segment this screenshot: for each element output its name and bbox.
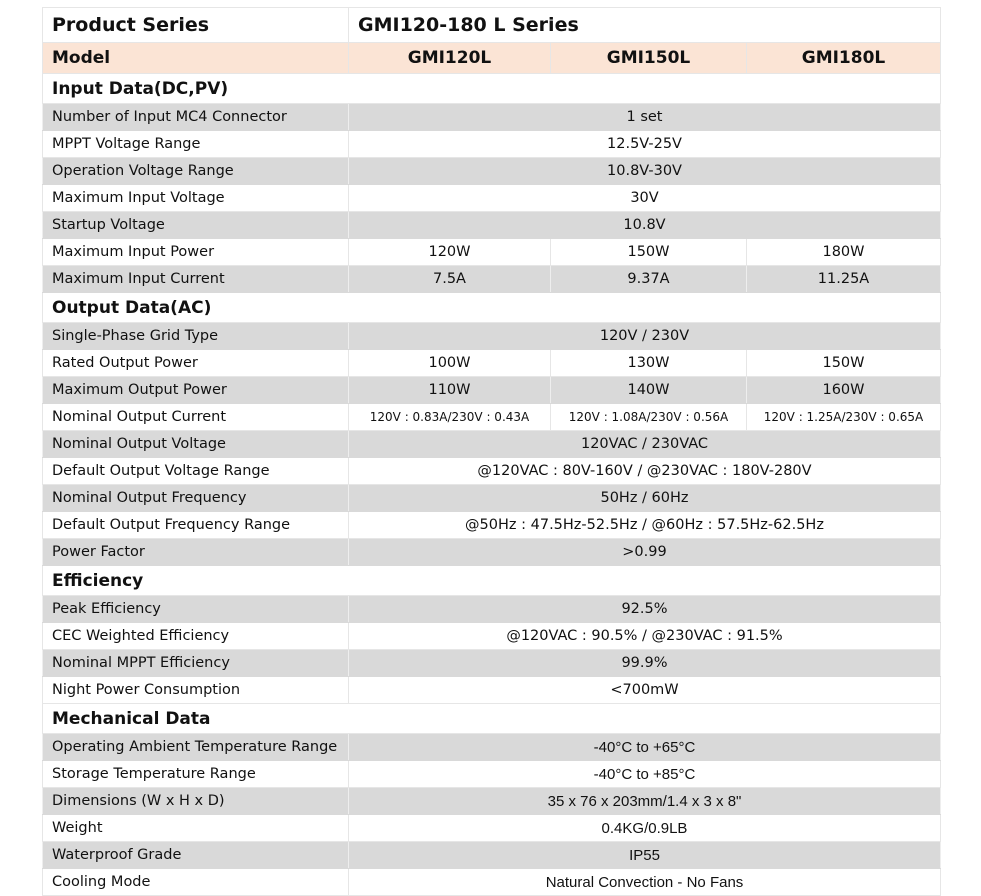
section-title: Mechanical Data: [43, 704, 941, 734]
table-row: [43, 266, 941, 293]
table-row: [43, 104, 941, 131]
row-value: 130W: [551, 350, 747, 377]
row-value: -40°C to +65°C: [349, 734, 941, 761]
row-label: Power Factor: [43, 539, 349, 566]
row-value: 140W: [551, 377, 747, 404]
section-title: Efficiency: [43, 566, 941, 596]
table-row: [43, 239, 941, 266]
row-label: Default Output Frequency Range: [43, 512, 349, 539]
row-label: Maximum Input Current: [43, 266, 349, 293]
table-row: [43, 815, 941, 842]
row-label: MPPT Voltage Range: [43, 131, 349, 158]
table-row: [43, 185, 941, 212]
product-series-row: [43, 8, 941, 43]
model-name: GMI120L: [349, 43, 551, 74]
row-value: @120VAC : 90.5% / @230VAC : 91.5%: [349, 623, 941, 650]
row-value: 92.5%: [349, 596, 941, 623]
row-value: @50Hz : 47.5Hz-52.5Hz / @60Hz : 57.5Hz-62.5Hz: [349, 512, 941, 539]
row-value: 11.25A: [747, 266, 941, 293]
row-value: 120V / 230V: [349, 323, 941, 350]
product-series-value: GMI120-180 L Series: [349, 8, 941, 43]
row-label: Storage Temperature Range: [43, 761, 349, 788]
row-value: 150W: [747, 350, 941, 377]
table-row: [43, 677, 941, 704]
row-value: 150W: [551, 239, 747, 266]
row-label: Rated Output Power: [43, 350, 349, 377]
row-value: 50Hz / 60Hz: [349, 485, 941, 512]
row-value: 30V: [349, 185, 941, 212]
table-row: [43, 458, 941, 485]
section-header: [43, 74, 941, 104]
row-label: Nominal Output Frequency: [43, 485, 349, 512]
row-value: 120V : 1.08A/230V : 0.56A: [551, 404, 747, 431]
row-label: Maximum Input Voltage: [43, 185, 349, 212]
section-header: [43, 704, 941, 734]
table-row: [43, 539, 941, 566]
table-row: [43, 869, 941, 896]
row-label: Single-Phase Grid Type: [43, 323, 349, 350]
table-row: [43, 842, 941, 869]
row-value: 35 x 76 x 203mm/1.4 x 3 x 8": [349, 788, 941, 815]
section-title: Input Data(DC,PV): [43, 74, 941, 104]
row-value: 7.5A: [349, 266, 551, 293]
table-row: [43, 623, 941, 650]
row-value: 10.8V: [349, 212, 941, 239]
table-row: [43, 158, 941, 185]
row-value: @120VAC : 80V-160V / @230VAC : 180V-280V: [349, 458, 941, 485]
row-value: 100W: [349, 350, 551, 377]
table-row: [43, 323, 941, 350]
row-value: 120W: [349, 239, 551, 266]
row-value: >0.99: [349, 539, 941, 566]
row-label: Maximum Input Power: [43, 239, 349, 266]
row-label: Peak Efficiency: [43, 596, 349, 623]
model-name: GMI150L: [551, 43, 747, 74]
table-row: [43, 734, 941, 761]
model-row: [43, 43, 941, 74]
table-row: [43, 485, 941, 512]
row-value: 120V : 0.83A/230V : 0.43A: [349, 404, 551, 431]
row-label: CEC Weighted Efficiency: [43, 623, 349, 650]
row-label: Nominal Output Voltage: [43, 431, 349, 458]
row-label: Weight: [43, 815, 349, 842]
row-label: Nominal Output Current: [43, 404, 349, 431]
table-row: [43, 404, 941, 431]
spec-table: [42, 7, 941, 896]
row-value: Natural Convection - No Fans: [349, 869, 941, 896]
row-value: -40°C to +85°C: [349, 761, 941, 788]
row-value: 0.4KG/0.9LB: [349, 815, 941, 842]
model-name: GMI180L: [747, 43, 941, 74]
row-label: Maximum Output Power: [43, 377, 349, 404]
table-row: [43, 377, 941, 404]
row-label: Operating Ambient Temperature Range: [43, 734, 349, 761]
row-label: Night Power Consumption: [43, 677, 349, 704]
model-label: Model: [43, 43, 349, 74]
table-row: [43, 788, 941, 815]
row-value: 99.9%: [349, 650, 941, 677]
section-title: Output Data(AC): [43, 293, 941, 323]
row-value: 180W: [747, 239, 941, 266]
row-value: 120V : 1.25A/230V : 0.65A: [747, 404, 941, 431]
row-value: 9.37A: [551, 266, 747, 293]
row-value: 110W: [349, 377, 551, 404]
row-label: Number of Input MC4 Connector: [43, 104, 349, 131]
row-label: Startup Voltage: [43, 212, 349, 239]
row-value: IP55: [349, 842, 941, 869]
row-value: <700mW: [349, 677, 941, 704]
section-header: [43, 293, 941, 323]
table-row: [43, 650, 941, 677]
table-row: [43, 431, 941, 458]
row-value: 10.8V-30V: [349, 158, 941, 185]
row-label: Cooling Mode: [43, 869, 349, 896]
section-header: [43, 566, 941, 596]
table-row: [43, 212, 941, 239]
row-value: 120VAC / 230VAC: [349, 431, 941, 458]
table-row: [43, 761, 941, 788]
table-row: [43, 350, 941, 377]
table-row: [43, 131, 941, 158]
row-label: Nominal MPPT Efficiency: [43, 650, 349, 677]
row-value: 12.5V-25V: [349, 131, 941, 158]
row-label: Waterproof Grade: [43, 842, 349, 869]
table-row: [43, 596, 941, 623]
row-label: Default Output Voltage Range: [43, 458, 349, 485]
product-series-label: Product Series: [43, 8, 349, 43]
row-value: 160W: [747, 377, 941, 404]
table-row: [43, 512, 941, 539]
row-label: Operation Voltage Range: [43, 158, 349, 185]
row-value: 1 set: [349, 104, 941, 131]
row-label: Dimensions (W x H x D): [43, 788, 349, 815]
